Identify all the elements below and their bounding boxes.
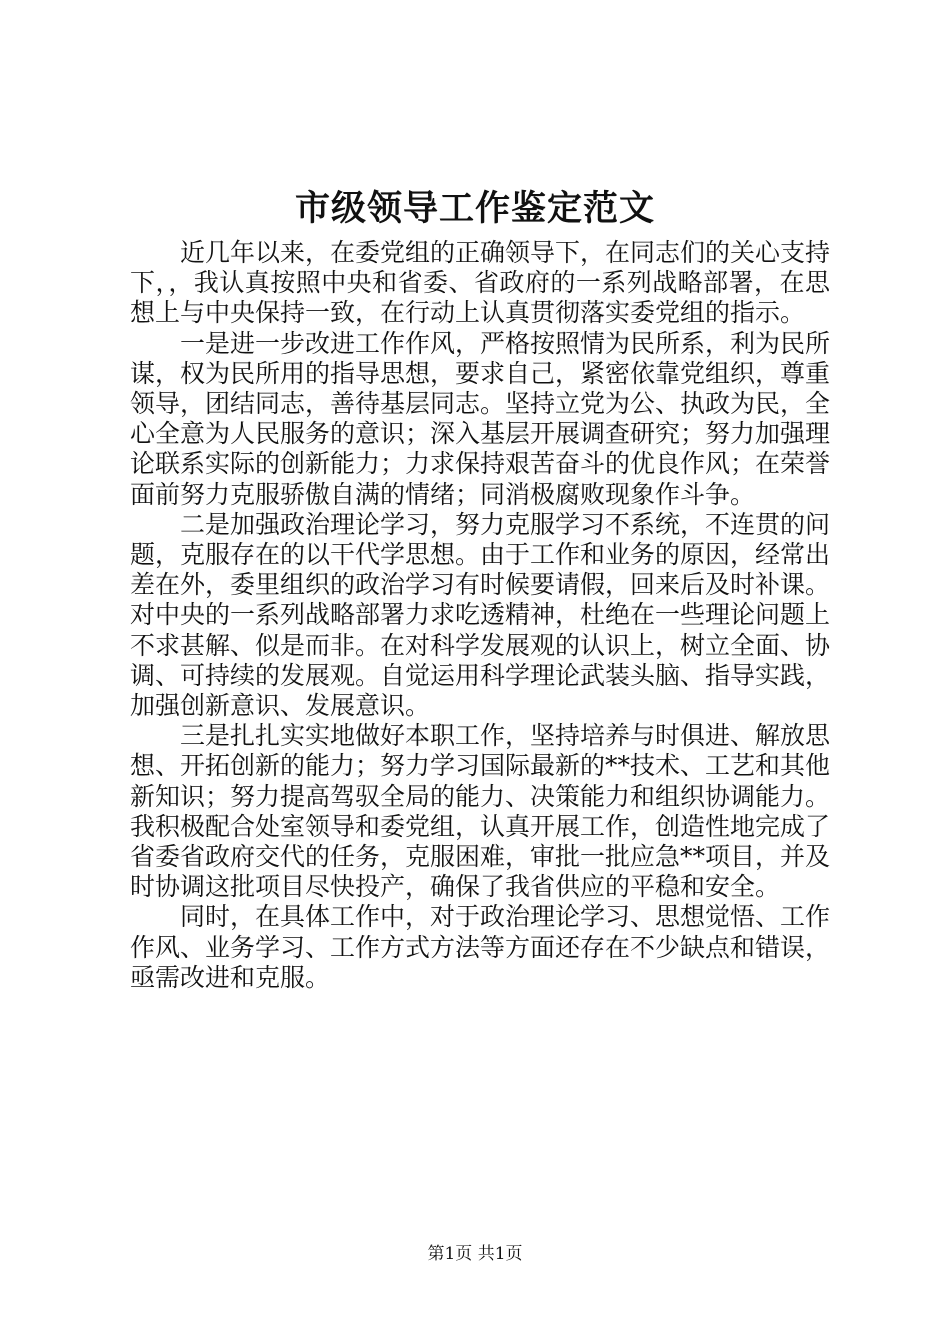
paragraph-shortcomings: 同时，在具体工作中，对于政治理论学习、思想觉悟、工作作风、业务学习、工作方式方法等方面还存在不少缺点和错误，亟需改进和克服。 <box>130 902 831 992</box>
page-number: 第1页 <box>427 1244 473 1264</box>
page-footer <box>0 1242 950 1266</box>
page-total: 共1页 <box>477 1244 523 1264</box>
paragraph-work-style: 一是进一步改进工作作风，严格按照情为民所系，利为民所谋，权为民所用的指导思想，要求自己，紧密依靠党组织，尊重领导，团结同志，善待基层同志。坚持立党为公、执政为民，全心全意为人民服务的意识；深入基层开展调查研究；努力加强理论联系实际的创新能力；力求保持艰苦奋斗的优良作风；在荣誉面前努力克服骄傲自满的情绪；同消极腐败现象作斗争。 <box>130 328 831 509</box>
document-title: 市级领导工作鉴定范文 <box>294 188 655 229</box>
document-body <box>130 238 830 993</box>
paragraph-duties: 三是扎扎实实地做好本职工作，坚持培养与时俱进、解放思想、开拓创新的能力；努力学习国际最新的**技术、工艺和其他新知识；努力提高驾驭全局的能力、决策能力和组织协调能力。我积极配合处室领导和委党组，认真开展工作，创造性地完成了省委省政府交代的任务，克服困难，审批一批应急**项目，并及时协调这批项目尽快投产，确保了我省供应的平稳和安全。 <box>130 721 831 902</box>
paragraph-intro: 近几年以来，在委党组的正确领导下，在同志们的关心支持下，，我认真按照中央和省委、省政府的一系列战略部署，在思想上与中央保持一致，在行动上认真贯彻落实委党组的指示。 <box>130 238 831 328</box>
paragraph-political-study: 二是加强政治理论学习，努力克服学习不系统，不连贯的问题，克服存在的以干代学思想。由于工作和业务的原因，经常出差在外，委里组织的政治学习有时候要请假，回来后及时补课。对中央的一系列战略部署力求吃透精神，杜绝在一些理论问题上不求甚解、似是而非。在对科学发展观的认识上，树立全面、协调、可持续的发展观。自觉运用科学理论武装头脑、指导实践，加强创新意识、发展意识。 <box>130 509 831 721</box>
